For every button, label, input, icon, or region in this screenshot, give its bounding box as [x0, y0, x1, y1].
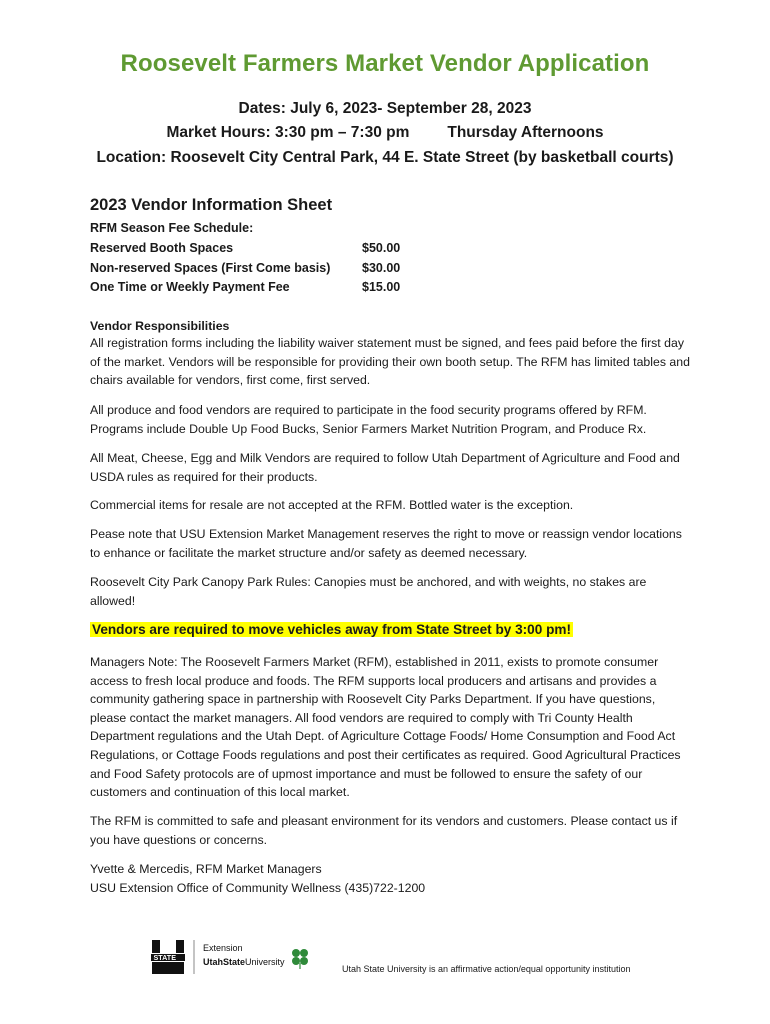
- info-sheet-title: 2023 Vendor Information Sheet: [90, 196, 333, 214]
- four-h-clover-icon: [292, 949, 308, 969]
- signature-line: USU Extension Office of Community Wellness (435)722-1200: [90, 881, 426, 895]
- hours-line: [0, 124, 770, 142]
- logo-extension-text: Extension: [203, 943, 243, 953]
- managers-note: Managers Note: The Roosevelt Farmers Market (RFM), established in 2011, exists to promote consumer access to fresh local produce and foods. The RFM supports local producers and artisans and provides a community gathering space in partnership with Roosevelt City Parks Department. If you have questions, please contact the market managers. All food vendors are required to comply with Tri County Health Department regulations and the Utah Dept. of Agriculture Cottage Foods/ Home Consumption and Food Act Regulations, or Cottage Foods regulations and post their certificates as required. Good Agricultural Practices and Food Safety protocols are of upmost importance and must be followed to ensure the safety of our customers and continuation of this local market.: [90, 655, 681, 800]
- vehicle-notice: Vendors are required to move vehicles away from State Street by 3:00 pm!: [92, 622, 571, 637]
- fee-amount: $15.00: [362, 280, 401, 294]
- signature-line: Yvette & Mercedis, RFM Market Managers: [90, 862, 322, 876]
- market-hours: Market Hours: 3:30 pm – 7:30 pm: [166, 124, 410, 141]
- commitment-paragraph: The RFM is committed to safe and pleasant environment for its vendors and customers. Please contact us if you have questions or concerns.: [90, 814, 678, 847]
- location-line: Location: Roosevelt City Central Park, 44 E. State Street (by basketball courts): [96, 149, 674, 166]
- fee-amount: $50.00: [362, 241, 401, 255]
- fee-label: Reserved Booth Spaces: [90, 241, 234, 255]
- equal-opportunity-note: Utah State University is an affirmative action/equal opportunity institution: [342, 964, 631, 974]
- fee-schedule-heading: RFM Season Fee Schedule:: [90, 221, 254, 235]
- svg-text:UtahStateUniversity: UtahStateUniversity: [203, 957, 285, 967]
- responsibility-paragraph: Roosevelt City Park Canopy Park Rules: Canopies must be anchored, and with weights, no stakes are allowed!: [90, 575, 647, 608]
- page-title: Roosevelt Farmers Market Vendor Application: [120, 50, 650, 77]
- fee-label: One Time or Weekly Payment Fee: [90, 280, 290, 294]
- fee-amount: $30.00: [362, 261, 401, 275]
- responsibility-paragraph: All produce and food vendors are required to participate in the food security programs offered by RFM. Programs include Double Up Food Bucks, Senior Farmers Market Nutrition Program, and Produce Rx.: [90, 403, 647, 436]
- responsibility-paragraph: All registration forms including the liability waiver statement must be signed, and fees paid before the first day of the market. Vendors will be responsible for providing their own booth setup. The RFM has limited tables and chairs available for vendors, first come, first served.: [90, 336, 690, 388]
- responsibilities-heading: Vendor Responsibilities: [90, 319, 230, 333]
- usu-extension-logo: [150, 938, 320, 983]
- dates-line: Dates: July 6, 2023- September 28, 2023: [238, 100, 532, 117]
- responsibility-paragraph: All Meat, Cheese, Egg and Milk Vendors are required to follow Utah Department of Agriculture and Food and USDA rules as required for their products.: [90, 451, 680, 484]
- svg-text:STATE: STATE: [153, 953, 176, 962]
- market-day: Thursday Afternoons: [447, 124, 604, 141]
- responsibility-paragraph: Commercial items for resale are not accepted at the RFM. Bottled water is the exception.: [90, 498, 574, 512]
- responsibility-paragraph: Pease note that USU Extension Market Management reserves the right to move or reassign vendor locations to enhance or facilitate the market structure and/or safety as deemed necessary.: [90, 527, 682, 560]
- fee-label: Non-reserved Spaces (First Come basis): [90, 261, 331, 275]
